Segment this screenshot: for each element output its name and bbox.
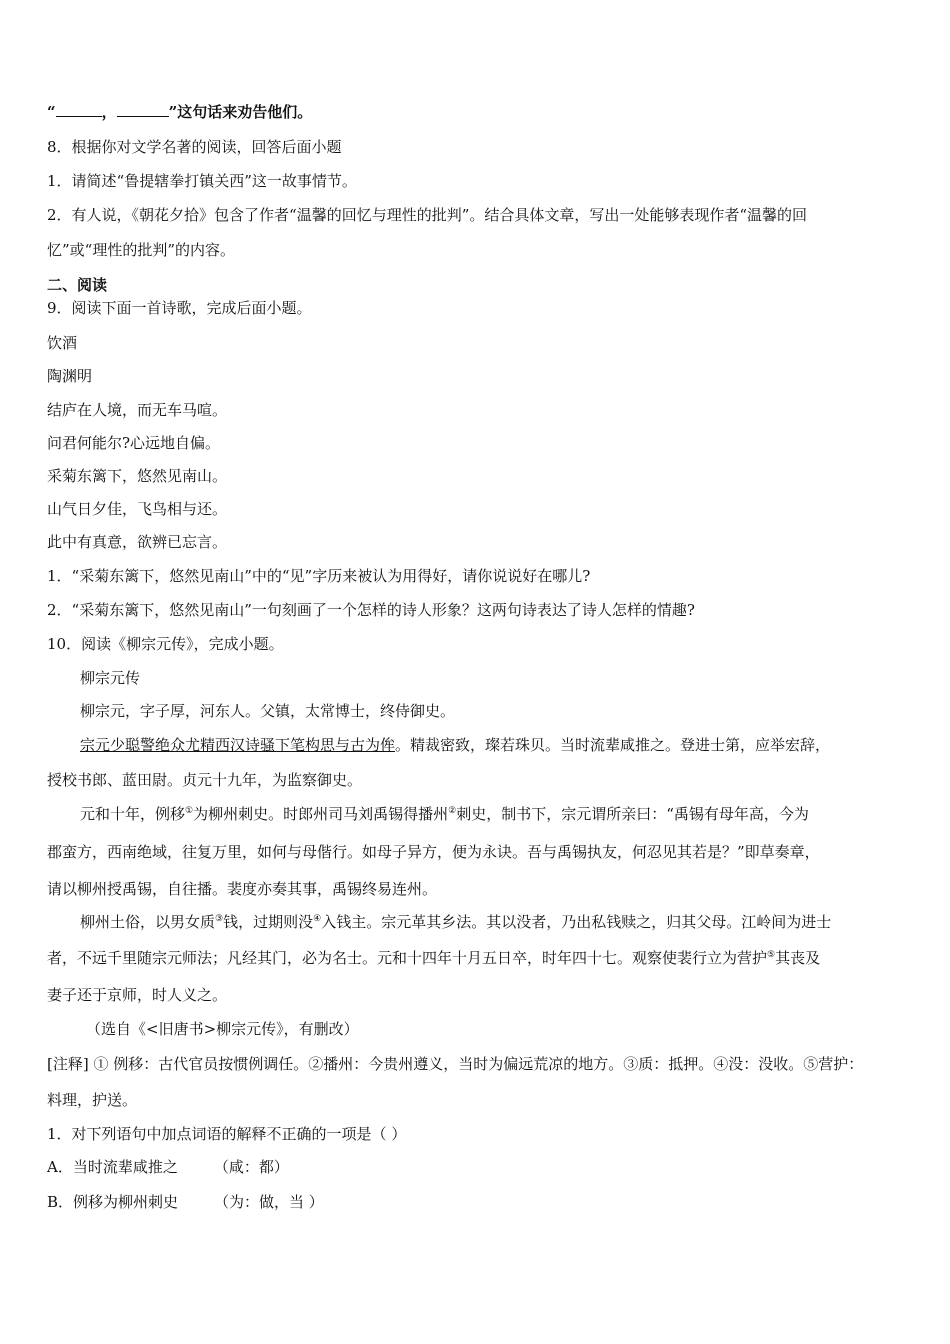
option-b-gloss: （为：做，当 ） [214,1193,324,1211]
poem-line-1: 结庐在人境，而无车马喧。 [47,401,228,419]
annotation-line-2: 料理，护送。 [47,1091,138,1109]
annotation-line-1: [注释] ① 例移：古代官员按惯例调任。②播州：今贵州遵义，当时为偏远荒凉的地方。③质：抵押。④没：没收。⑤营护： [47,1055,864,1073]
poem-title: 饮酒 [47,334,78,352]
underlined-sentence: 宗元少聪警绝众尤精西汉诗骚下笔构思与古为侔 [80,736,396,754]
passage-paragraph-4-line-3: 妻子还于京师，时人义之。 [47,986,228,1004]
option-b-text: B．例移为柳州刺史 [47,1193,179,1211]
line-tail: ”这句话来劝告他们。 [168,103,313,121]
question-9-1: 1．“采菊东篱下，悠然见南山”中的“见”字历来被认为用得好，请你说说好在哪儿? [47,567,591,585]
question-8-1: 1．请简述“鲁提辖拳打镇关西”这一故事情节。 [47,172,357,190]
option-a-text: A．当时流辈咸推之 [47,1158,178,1176]
question-8-2-line-1: 2．有人说，《朝花夕拾》包含了作者“温馨的回忆与理性的批判”。结合具体文章，写出一处能够表现作者“温馨的回 [47,206,808,224]
question-9: 9．阅读下面一首诗歌，完成后面小题。 [47,299,312,317]
poem-line-2: 问君何能尔?心远地自偏。 [47,434,221,452]
note-marker-1: ① [185,806,194,816]
answer-blank-1[interactable] [56,102,102,117]
passage-paragraph-4-line-2: 者，不远千里随宗元师法；凡经其门，必为名士。元和十四年十月五日卒，时年四十七。观察使裴行立为营护⑤其丧及 [47,949,821,967]
passage-source: （选自《<旧唐书>柳宗元传》，有删改） [86,1020,359,1038]
note-marker-2: ② [448,806,457,816]
section-heading-reading: 二、阅读 [47,276,108,294]
note-marker-3: ③ [215,914,224,924]
fill-in-line [47,102,312,122]
option-a[interactable] [47,1157,289,1177]
option-b[interactable] [47,1192,324,1212]
question-10: 10．阅读《柳宗元传》，完成小题。 [47,635,284,653]
passage-paragraph-1: 柳宗元，字子厚，河东人。父镇，太常博士，终侍御史。 [80,702,456,720]
passage-paragraph-3-line-2: 郡蛮方，西南绝域，往复万里，如何与母偕行。如母子异方，便为永诀。吾与禹锡执友，何忍见其若是？”即草奏章， [47,843,820,861]
passage-paragraph-4-line-1: 柳州土俗，以男女质③钱，过期则没④入钱主。宗元革其乡法。其以没者，乃出私钱赎之，归其父母。江岭间为进士 [80,913,832,931]
poem-line-4: 山气日夕佳，飞鸟相与还。 [47,500,228,518]
question-9-2: 2．“采菊东篱下，悠然见南山”一句刻画了一个怎样的诗人形象？这两句诗表达了诗人怎样的情趣? [47,601,695,619]
poem-author: 陶渊明 [47,367,93,385]
poem-line-3: 采菊东篱下，悠然见南山。 [47,467,228,485]
question-8-2-line-2: 忆”或“理性的批判”的内容。 [47,241,236,259]
passage-paragraph-3-line-1: 元和十年，例移①为柳州刺史。时郎州司马刘禹锡得播州②刺史，制书下，宗元谓所亲曰：“禹锡有母年高，今为 [80,805,809,823]
option-a-gloss: （咸：都） [213,1158,289,1176]
passage-paragraph-2-line-2: 授校书郎、蓝田尉。贞元十九年，为监察御史。 [47,771,363,789]
question-8: 8．根据你对文学名著的阅读，回答后面小题 [47,138,342,156]
passage-paragraph-2-line-1: 宗元少聪警绝众尤精西汉诗骚下笔构思与古为侔。精裁密致，璨若珠贝。当时流辈咸推之。登进士第，应举宏辞， [80,736,831,754]
answer-blank-2[interactable] [117,102,169,117]
note-marker-4: ④ [313,914,322,924]
open-quote: “ [47,103,56,121]
note-marker-5: ⑤ [767,950,776,960]
question-10-1: 1．对下列语句中加点词语的解释不正确的一项是（ ） [47,1125,407,1143]
passage-title: 柳宗元传 [80,669,141,687]
poem-line-5: 此中有真意，欲辨已忘言。 [47,533,228,551]
blank-separator: ， [101,103,117,121]
passage-paragraph-3-line-3: 请以柳州授禹锡，自往播。裴度亦奏其事，禹锡终易连州。 [47,880,438,898]
